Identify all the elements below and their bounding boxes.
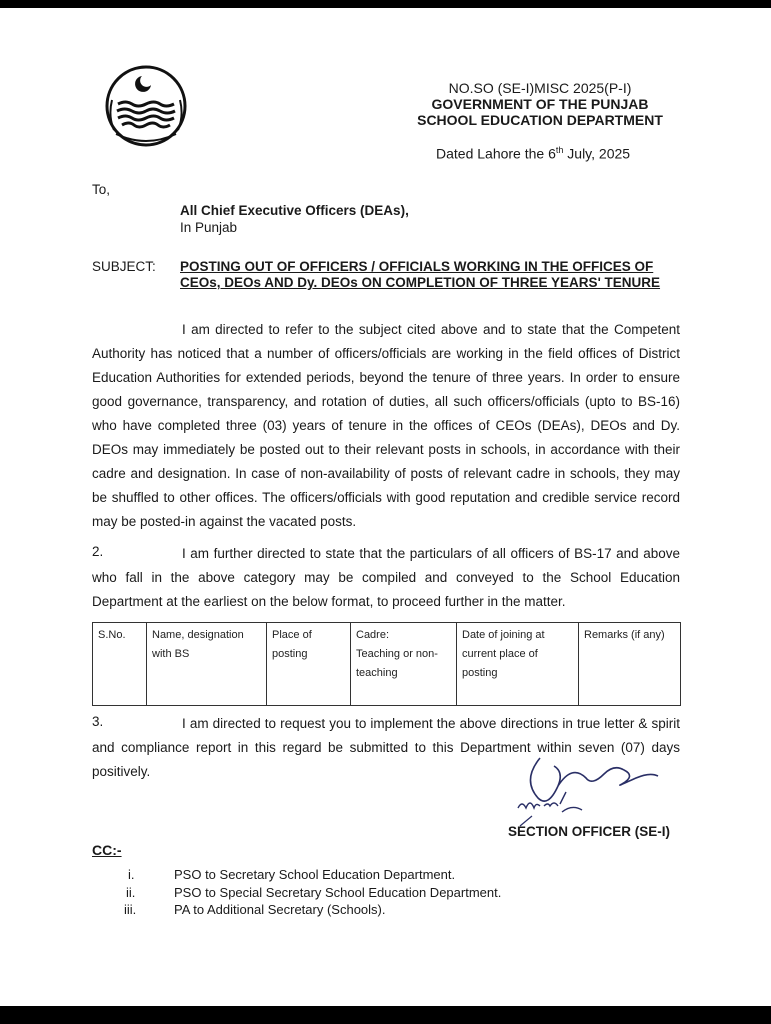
cc-item-number: i. xyxy=(128,867,135,882)
para2-line: Department at the earliest on the below format, to proceed further in the matter. xyxy=(92,594,566,609)
para1-line: may be posted-in against the vacated posts. xyxy=(92,514,357,529)
addressee-line-1: All Chief Executive Officers (DEAs), xyxy=(180,203,409,218)
para2-number: 2. xyxy=(92,544,104,559)
addressee-line-2: In Punjab xyxy=(180,220,238,235)
para1-line: Education Authorities for extended periods, beyond the tenure of three years. In order to ensure xyxy=(92,370,680,385)
para3-line: positively. xyxy=(92,764,151,779)
government-title: GOVERNMENT OF THE PUNJAB xyxy=(431,96,649,112)
para2-line: I am further directed to state that the particulars of all officers of BS-17 and above xyxy=(182,546,680,561)
para3-number: 3. xyxy=(92,714,104,729)
table-header-name: Name, designation with BS xyxy=(147,623,267,706)
signatory-title: SECTION OFFICER (SE-I) xyxy=(508,824,670,839)
para1-line: cadre and designation. In case of non-availability of posts of relevant cadre in schools, they may xyxy=(92,466,680,481)
table-header-remarks: Remarks (if any) xyxy=(579,623,681,706)
para1-line: I am directed to refer to the subject cited above and to state that the Competent xyxy=(182,322,680,337)
table-row xyxy=(93,623,681,706)
officer-particulars-table xyxy=(92,622,681,706)
para3-line: and compliance report in this regard be submitted to this Department within seven (07) days xyxy=(92,740,680,755)
para1-line: good governance, transparency, and rotation of duties, all such officers/officials (upto to BS-16) xyxy=(92,394,680,409)
punjab-government-emblem xyxy=(104,64,188,148)
cc-item-number: iii. xyxy=(124,902,137,917)
subject-line-2: CEOs, DEOs AND Dy. DEOs ON COMPLETION OF THREE YEARS' TENURE xyxy=(180,275,661,290)
top-border xyxy=(0,0,771,8)
para1-line: Authority has noticed that a number of officers/officials are working in the field offices of District xyxy=(92,346,680,361)
subject-line-1: POSTING OUT OF OFFICERS / OFFICIALS WORKING IN THE OFFICES OF xyxy=(180,259,654,274)
cc-item-text: PA to Additional Secretary (Schools). xyxy=(174,902,386,917)
department-title: SCHOOL EDUCATION DEPARTMENT xyxy=(417,112,663,128)
subject-label: SUBJECT: xyxy=(92,259,156,274)
para3-line: I am directed to request you to implement the above directions in true letter & spirit xyxy=(182,716,680,731)
para2-line: who fall in the above category may be compiled and conveyed to the School Education xyxy=(92,570,680,585)
table-header-place: Place of posting xyxy=(267,623,351,706)
table-header-date-of-joining: Date of joining at current place of posting xyxy=(457,623,579,706)
cc-label: CC:- xyxy=(92,842,122,858)
cc-item-number: ii. xyxy=(126,885,136,900)
bottom-border xyxy=(0,1006,771,1024)
to-label: To, xyxy=(92,182,111,197)
cc-item-text: PSO to Special Secretary School Education Department. xyxy=(174,885,502,900)
reference-number: NO.SO (SE-I)MISC 2025(P-I) xyxy=(448,80,632,96)
letter-date: Dated Lahore the 6th July, 2025 xyxy=(436,145,631,162)
table-header-sno: S.No. xyxy=(93,623,147,706)
para1-line: DEOs may immediately be posted out to their relevant posts in schools, in accordance with their xyxy=(92,442,680,457)
handwritten-signature xyxy=(500,750,660,830)
cc-item-text: PSO to Secretary School Education Department. xyxy=(174,867,456,882)
para1-line: be shuffled to other offices. The officers/officials with good reputation and credible service record xyxy=(92,490,680,505)
para1-line: who have completed three (03) years of tenure in the offices of CEOs (DEAs), DEOs and Dy. xyxy=(92,418,680,433)
table-header-cadre: Cadre: Teaching or non- teaching xyxy=(351,623,457,706)
